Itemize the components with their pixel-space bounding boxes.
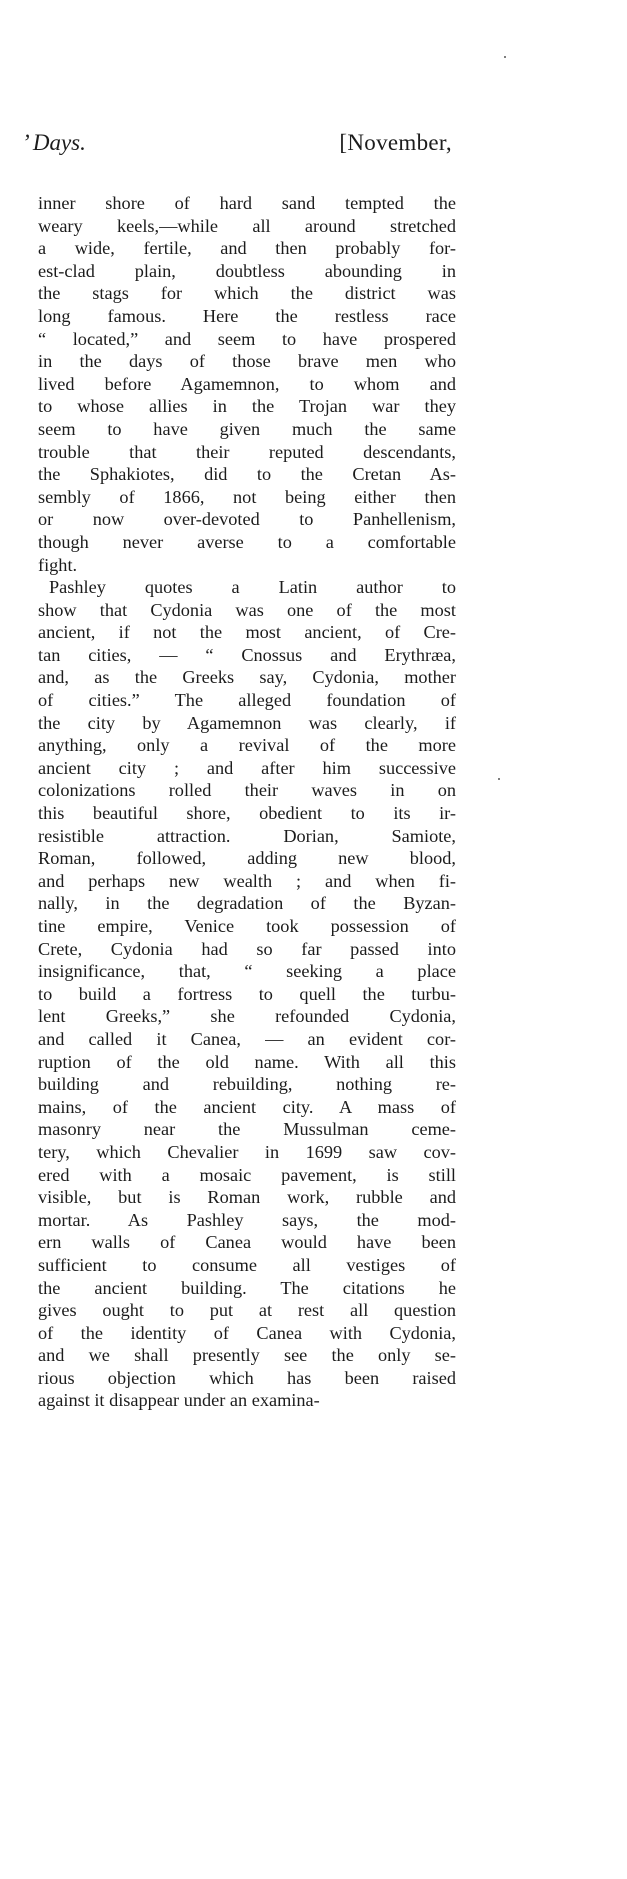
text-line: show that Cydonia was one of the most [38, 599, 456, 620]
text-line: rious objection which has been raised [38, 1367, 456, 1388]
text-line: est-clad plain, doubtless abounding in [38, 260, 456, 281]
text-line: tine empire, Venice took possession of [38, 916, 456, 936]
scan-speck [504, 56, 506, 58]
text-line: sembly of 1866, not being either then [38, 486, 456, 507]
text-line: weary keels,—while all around stretched [38, 215, 456, 236]
text-line: visible, but is Roman work, rubble and [38, 1187, 456, 1208]
text-line: sufficient to consume all vestiges of [38, 1254, 456, 1275]
text-line: though never averse to a comfortable [38, 531, 456, 552]
text-line: anything, only a revival of the more [38, 735, 456, 756]
running-title: ’ Days. [22, 130, 86, 155]
text-line: mains, of the ancient city. A mass of [38, 1096, 456, 1117]
text-line: tan cities, — “ Cnossus and Erythræa, [38, 644, 456, 665]
text-line: fight. [38, 554, 78, 575]
text-line: and, as the Greeks say, Cydonia, mother [38, 667, 456, 688]
text-line: insignificance, that, “ seeking a place [38, 961, 456, 982]
text-line: a wide, fertile, and then probably for- [38, 238, 456, 259]
text-line: the ancient building. The citations he [38, 1277, 456, 1298]
text-line: to whose allies in the Trojan war they [38, 396, 456, 417]
text-line: masonry near the Mussulman ceme- [38, 1119, 456, 1140]
text-line: gives ought to put at rest all question [38, 1300, 456, 1321]
text-line: long famous. Here the restless race [38, 305, 456, 326]
text-line: inner shore of hard sand tempted the [38, 193, 456, 213]
text-line: Roman, followed, adding new blood, [38, 848, 456, 869]
text-line: to build a fortress to quell the turbu- [38, 983, 456, 1004]
text-line: in the days of those brave men who [38, 351, 456, 372]
text-line: the Sphakiotes, did to the Cretan As- [38, 464, 456, 485]
scan-speck [498, 778, 500, 780]
text-line: “ located,” and seem to have prospered [38, 328, 456, 349]
text-line: colonizations rolled their waves in on [38, 780, 456, 801]
text-line: this beautiful shore, obedient to its ir- [38, 803, 456, 824]
text-line: nally, in the degradation of the Byzan- [38, 893, 456, 914]
article-body [38, 192, 456, 1412]
text-line: the stags for which the district was [38, 283, 456, 304]
text-line: mortar. As Pashley says, the mod- [38, 1209, 456, 1230]
text-line: ered with a mosaic pavement, is still [38, 1164, 456, 1185]
text-line: lent Greeks,” she refounded Cydonia, [38, 1006, 456, 1027]
running-header [22, 130, 452, 166]
running-date: [November, [339, 130, 452, 155]
text-line: of the identity of Canea with Cydonia, [38, 1322, 456, 1343]
text-line: tery, which Chevalier in 1699 saw cov- [38, 1141, 456, 1162]
text-line: and perhaps new wealth ; and when fi- [38, 870, 456, 891]
text-line: and we shall presently see the only se- [38, 1345, 456, 1366]
text-line: seem to have given much the same [38, 418, 456, 439]
text-line: ern walls of Canea would have been [38, 1232, 456, 1253]
text-line: ancient city ; and after him successive [38, 757, 456, 778]
text-line: resistible attraction. Dorian, Samiote, [38, 825, 456, 846]
text-line: of cities.” The alleged foundation of [38, 690, 456, 711]
paragraph [38, 576, 456, 1412]
text-line: the city by Agamemnon was clearly, if [38, 712, 456, 733]
text-line: ruption of the old name. With all this [38, 1051, 456, 1072]
text-line: trouble that their reputed descendants, [38, 441, 456, 462]
text-line: or now over-devoted to Panhellenism, [38, 509, 456, 530]
text-line: building and rebuilding, nothing re- [38, 1074, 456, 1095]
text-line: Crete, Cydonia had so far passed into [38, 938, 456, 959]
text-line: lived before Agamemnon, to whom and [38, 373, 456, 394]
text-line: ancient, if not the most ancient, of Cre- [38, 622, 456, 643]
text-line: and called it Canea, — an evident cor- [38, 1028, 456, 1049]
text-line: Pashley quotes a Latin author to [49, 577, 456, 598]
paragraph [38, 192, 456, 576]
text-line: against it disappear under an examina- [38, 1390, 320, 1411]
